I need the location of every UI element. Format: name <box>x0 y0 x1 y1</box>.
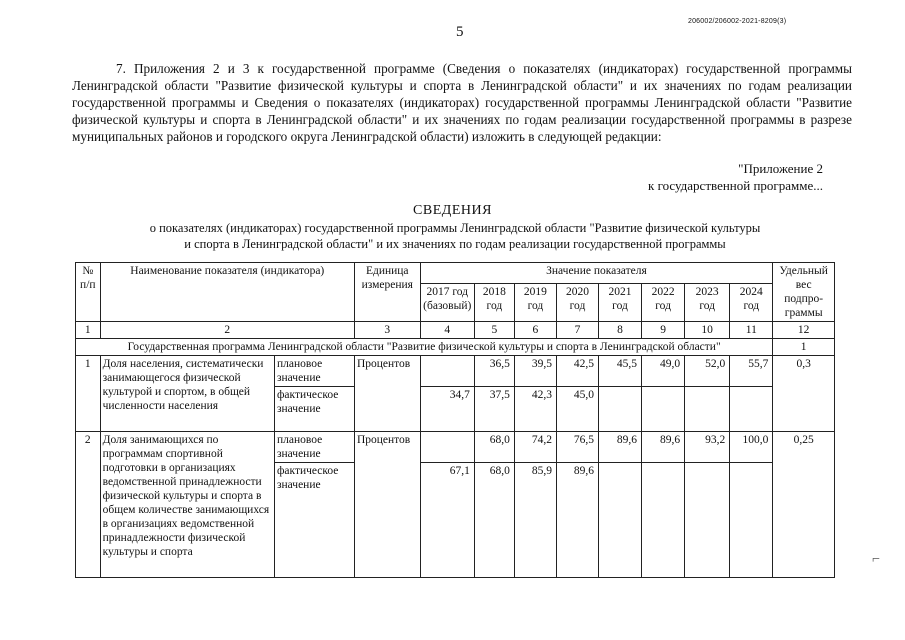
annex-line-1: "Приложение 2 <box>738 161 823 176</box>
indicator-name: Доля занимающихся по программам спортивной подготовки в организациях ведомственной принадлежности физической культуры и спорта в общем количестве занимающихся в организациях ведомственной принадлежности физической культуры и спорта <box>100 432 274 578</box>
header-year: 2024 год <box>730 283 773 321</box>
value-cell: 37,5 <box>474 387 514 432</box>
header-unit: Единица измерения <box>354 263 420 322</box>
value-cell <box>730 387 773 432</box>
column-number: 4 <box>420 322 474 339</box>
column-number: 3 <box>354 322 420 339</box>
header-year: 2019 год <box>514 283 556 321</box>
header-num: № п/п <box>76 263 101 322</box>
weight-value: 0,25 <box>773 432 835 578</box>
column-number: 5 <box>474 322 514 339</box>
value-cell: 93,2 <box>685 432 730 463</box>
value-cell <box>420 432 474 463</box>
indicator-name: Доля населения, систематически занимающегося физической культурой и спортом, в общей численности населения <box>100 356 274 432</box>
table-row <box>76 356 835 387</box>
value-cell: 45,5 <box>598 356 641 387</box>
page-number: 5 <box>456 24 464 40</box>
value-cell: 89,6 <box>598 432 641 463</box>
weight-value: 0,3 <box>773 356 835 432</box>
value-cell <box>642 463 685 578</box>
value-cell <box>598 463 641 578</box>
annex-reference <box>560 160 823 194</box>
value-cell: 68,0 <box>474 463 514 578</box>
column-number: 9 <box>642 322 685 339</box>
document-code: 206002/206002-2021-8209(3) <box>688 18 787 25</box>
planned-label: плановое значение <box>274 356 354 387</box>
value-cell: 76,5 <box>556 432 598 463</box>
column-number: 6 <box>514 322 556 339</box>
value-cell: 85,9 <box>514 463 556 578</box>
value-cell: 39,5 <box>514 356 556 387</box>
value-cell <box>642 387 685 432</box>
indicators-table <box>75 262 835 578</box>
header-year: 2023 год <box>685 283 730 321</box>
program-section-row <box>76 339 835 356</box>
column-number: 8 <box>598 322 641 339</box>
subtitle-line-1: о показателях (индикаторах) государственной программы Ленинградской области "Развитие физической культуры <box>149 221 761 235</box>
header-year: 2021 год <box>598 283 641 321</box>
value-cell <box>685 463 730 578</box>
document-subtitle <box>100 220 810 252</box>
column-number-row <box>76 322 835 339</box>
column-number: 10 <box>685 322 730 339</box>
value-cell <box>598 387 641 432</box>
actual-label: фактическое значение <box>274 463 354 578</box>
header-year: 2017 год (базовый) <box>420 283 474 321</box>
document-title: СВЕДЕНИЯ <box>413 203 492 218</box>
value-cell: 45,0 <box>556 387 598 432</box>
value-cell: 89,6 <box>556 463 598 578</box>
value-cell: 68,0 <box>474 432 514 463</box>
header-value-group: Значение показателя <box>420 263 773 284</box>
header-indicator-name: Наименование показателя (индикатора) <box>100 263 354 322</box>
intro-paragraph: 7. Приложения 2 и 3 к государственной программе (Сведения о показателях (индикаторах) государственной программы Ленинградской области "Развитие физической культуры и спорта в Ленинградской области" и их значениях по годам реализации государственной программы и Сведения о показателях (индикаторах) государственной программы Ленинградской области "Развитие физической культуры и спорта в Ленинградской области" и их значениях по годам реализации государственной программы в разрезе муниципальных районов и городского округа Ленинградской области) изложить в следующей редакции: <box>72 61 852 144</box>
unit: Процентов <box>354 432 420 578</box>
subtitle-line-2: и спорта в Ленинградской области" и их значениях по годам реализации государственной программы <box>184 237 726 251</box>
column-number: 12 <box>773 322 835 339</box>
value-cell: 36,5 <box>474 356 514 387</box>
header-row-1 <box>76 263 835 284</box>
value-cell: 74,2 <box>514 432 556 463</box>
program-section-weight: 1 <box>773 339 835 356</box>
value-cell: 100,0 <box>730 432 773 463</box>
value-cell: 55,7 <box>730 356 773 387</box>
row-number: 2 <box>76 432 101 578</box>
value-cell: 49,0 <box>642 356 685 387</box>
value-cell <box>685 387 730 432</box>
scan-mark: ⌐ <box>872 552 880 567</box>
table-row <box>76 432 835 463</box>
annex-line-2: к государственной программе... <box>648 178 823 193</box>
value-cell: 42,5 <box>556 356 598 387</box>
column-number: 11 <box>730 322 773 339</box>
value-cell: 42,3 <box>514 387 556 432</box>
column-number: 1 <box>76 322 101 339</box>
program-section-title: Государственная программа Ленинградской области "Развитие физической культуры и спорта в Ленинградской области" <box>76 339 773 356</box>
value-cell: 34,7 <box>420 387 474 432</box>
actual-label: фактическое значение <box>274 387 354 432</box>
planned-label: плановое значение <box>274 432 354 463</box>
value-cell: 67,1 <box>420 463 474 578</box>
value-cell: 89,6 <box>642 432 685 463</box>
value-cell <box>730 463 773 578</box>
header-year: 2018 год <box>474 283 514 321</box>
column-number: 7 <box>556 322 598 339</box>
header-weight: Удельный вес подпро-граммы <box>773 263 835 322</box>
row-number: 1 <box>76 356 101 432</box>
header-year: 2022 год <box>642 283 685 321</box>
value-cell: 52,0 <box>685 356 730 387</box>
unit: Процентов <box>354 356 420 432</box>
header-year: 2020 год <box>556 283 598 321</box>
value-cell <box>420 356 474 387</box>
column-number: 2 <box>100 322 354 339</box>
